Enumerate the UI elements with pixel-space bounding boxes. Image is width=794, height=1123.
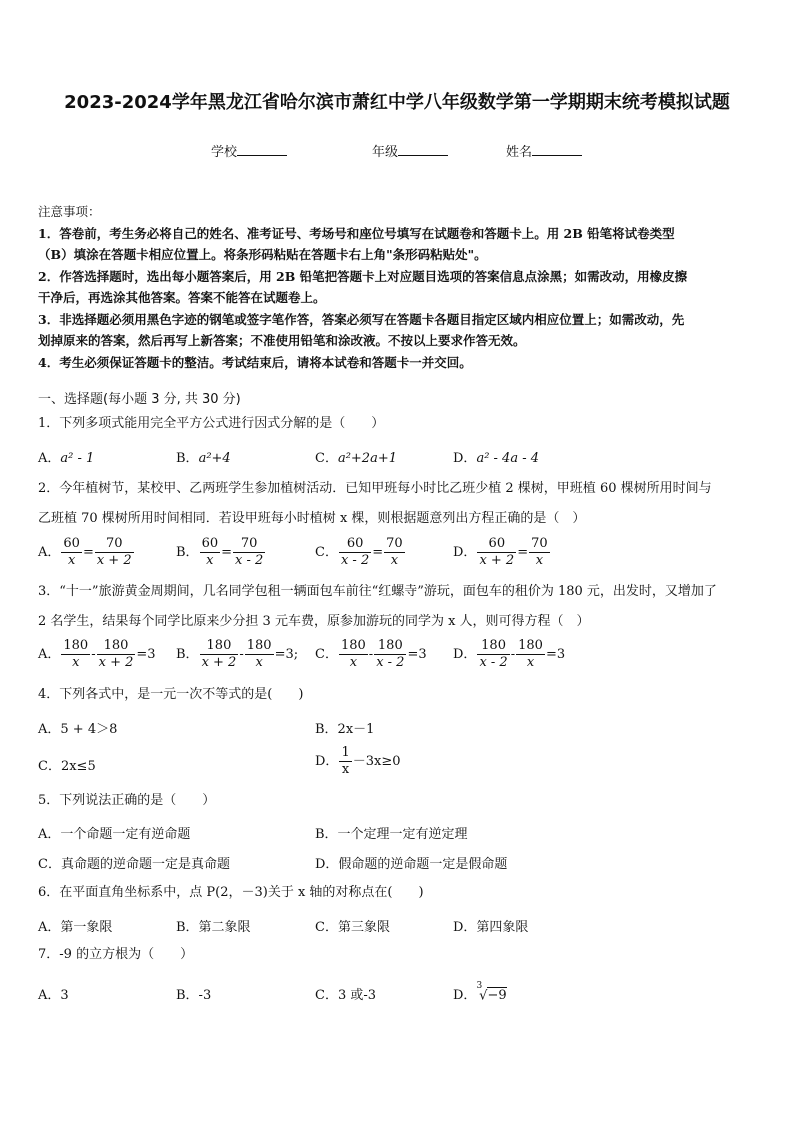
notes-line: 划掉原来的答案，然后再写上新答案；不准使用铅笔和涂改液。不按以上要求作答无效。 <box>38 333 526 348</box>
fraction <box>61 536 82 569</box>
q7-option-d <box>453 980 507 1003</box>
q4-option-a: A．5 + 4＞8 <box>38 722 118 737</box>
name-label: 姓名 <box>506 145 533 160</box>
q4-d-label: D． <box>315 754 339 769</box>
q2-d-label: D． <box>453 545 477 560</box>
equals: = <box>372 545 384 560</box>
numerator: 180 <box>518 638 543 653</box>
question-2-line-1: 2．今年植树节，某校甲、乙两班学生参加植树活动．已知甲班每小时比乙班少植 2 棵树，甲班植 60 棵树所用时间与 <box>38 481 712 496</box>
q1-option-a <box>38 447 94 466</box>
q7-d-label: D． <box>453 988 477 1003</box>
page-title: 2023-2024学年黑龙江省哈尔滨市萧红中学八年级数学第一学期期末统考模拟试题 <box>64 92 730 113</box>
fraction <box>339 745 351 778</box>
name-blank <box>532 142 582 156</box>
denominator: x <box>67 553 76 568</box>
fraction <box>516 638 545 671</box>
fraction <box>200 536 221 569</box>
question-3-line-1: 3．“十一”旅游黄金周期间，几名同学包租一辆面包车前往“红螺寺”游玩，面包车的租价为 180 元，出发时，又增加了 <box>38 584 717 599</box>
question-3-line-2: 2 名学生，结果每个同学比原来少分担 3 元车费，原参加游玩的同学为 x 人，则可得方程（ ） <box>38 614 590 629</box>
numerator: 180 <box>63 638 89 653</box>
numerator: 70 <box>95 536 134 553</box>
fraction <box>61 638 90 671</box>
radical-sign-icon: √ <box>479 988 488 1003</box>
notes-heading: 注意事项： <box>38 204 101 219</box>
q1-b-label: B． <box>176 451 199 466</box>
notes-line: 干净后，再选涂其他答案。答案不能答在试题卷上。 <box>38 290 326 305</box>
denominator: x <box>341 762 350 777</box>
grade-field <box>372 141 448 160</box>
numerator: 70 <box>386 536 403 551</box>
q3-option-c <box>315 638 427 671</box>
equals-three: =3; <box>274 647 299 662</box>
q3-a-label: A． <box>38 647 61 662</box>
fraction <box>95 536 134 569</box>
q7-option-a: A．3 <box>38 988 69 1003</box>
q5-option-d: D．假命题的逆命题一定是假命题 <box>315 857 508 872</box>
minus: - <box>239 647 244 662</box>
question-1-stem: 1．下列多项式能用完全平方公式进行因式分解的是（ ） <box>38 416 385 431</box>
denominator: x <box>390 553 399 568</box>
equals-three: =3 <box>545 647 566 662</box>
equals-three: =3 <box>136 647 156 662</box>
fraction <box>97 638 136 671</box>
fraction <box>339 638 368 671</box>
q3-option-b <box>176 638 298 671</box>
denominator: x + 2 <box>98 655 134 670</box>
denominator: x <box>349 655 358 670</box>
notes-line: 1．答卷前，考生务必将自己的姓名、准考证号、考场号和座位号填写在试题卷和答题卡上。用 2B 铅笔将试卷类型 <box>38 225 675 241</box>
denominator: x <box>255 655 263 670</box>
q3-option-d <box>453 638 565 671</box>
minus: - <box>368 647 374 662</box>
name-field <box>506 141 582 160</box>
fraction <box>245 638 274 671</box>
denominator: x <box>72 655 80 670</box>
q2-option-b <box>176 536 266 569</box>
q1-c-text: a²+2a+1 <box>337 451 397 466</box>
q1-option-d <box>453 447 539 466</box>
q6-option-a: A．第一象限 <box>38 920 113 935</box>
cube-root <box>476 980 507 1003</box>
numerator: 180 <box>246 638 272 653</box>
equals-three: =3 <box>407 647 427 662</box>
fraction <box>477 638 509 671</box>
q4-option-b: B．2x－1 <box>315 722 375 737</box>
q4-option-d <box>315 745 401 778</box>
q5-option-b: B．一个定理一定有逆定理 <box>315 827 468 842</box>
numerator: 180 <box>200 638 239 655</box>
denominator: x + 2 <box>201 655 237 670</box>
denominator: x <box>535 553 544 568</box>
q7-option-c: C．3 或-3 <box>315 988 377 1003</box>
q5-option-c: C．真命题的逆命题一定是真命题 <box>38 857 230 872</box>
numerator: 180 <box>374 638 406 655</box>
fraction <box>477 536 516 569</box>
q1-d-label: D． <box>453 451 477 466</box>
fraction <box>200 638 239 671</box>
question-5-stem: 5．下列说法正确的是（ ） <box>38 793 216 808</box>
numerator: 70 <box>233 536 265 553</box>
q2-option-a <box>38 536 135 569</box>
question-6-stem: 6．在平面直角坐标系中，点 P(2，－3)关于 x 轴的对称点在( ) <box>38 885 424 900</box>
radicand: −9 <box>487 988 507 1003</box>
q6-option-b: B．第二象限 <box>176 920 251 935</box>
denominator: x - 2 <box>235 553 264 568</box>
q3-b-label: B． <box>176 647 199 662</box>
fraction <box>529 536 550 569</box>
notes-line: 4．考生必须保证答题卡的整洁。考试结束后，请将本试卷和答题卡一并交回。 <box>38 354 472 370</box>
numerator: 180 <box>97 638 136 655</box>
numerator: 60 <box>201 536 219 551</box>
numerator: 60 <box>63 536 80 551</box>
notes-block <box>38 201 760 373</box>
q7-option-b: B．-3 <box>176 988 212 1003</box>
notes-line: 2．作答选择题时，选出每小题答案后，用 2B 铅笔把答题卡上对应题目选项的答案信息点涂黑；如需改动，用橡皮擦 <box>38 268 688 284</box>
q2-option-c <box>315 536 406 569</box>
q1-a-text: a² - 1 <box>60 451 95 466</box>
equals: = <box>517 545 529 560</box>
q1-b-text: a²+4 <box>198 451 231 466</box>
denominator: x + 2 <box>96 553 132 568</box>
fraction <box>384 536 405 569</box>
fraction <box>233 536 265 569</box>
numerator: 60 <box>339 536 371 553</box>
q1-d-text: a² - 4a - 4 <box>476 451 540 466</box>
denominator: x <box>526 655 535 670</box>
question-7-stem: 7．-9 的立方根为（ ） <box>38 947 194 962</box>
numerator: 1 <box>341 745 350 760</box>
grade-blank <box>398 142 448 156</box>
grade-label: 年级 <box>372 145 399 160</box>
q6-option-c: C．第三象限 <box>315 920 390 935</box>
q3-d-label: D． <box>453 647 477 662</box>
q1-option-c <box>315 447 397 466</box>
fraction <box>339 536 371 569</box>
notes-line: 3．非选择题必须用黑色字迹的钢笔或签字笔作答，答案必须写在答题卡各题目指定区域内相应位置上；如需改动，先 <box>38 311 685 327</box>
q2-b-label: B． <box>176 545 199 560</box>
q4-d-text: －3x≥0 <box>352 754 401 769</box>
minus: - <box>91 647 96 662</box>
minus: - <box>510 647 516 662</box>
denominator: x - 2 <box>340 553 370 568</box>
school-field <box>211 141 287 160</box>
school-blank <box>237 142 287 156</box>
q5-option-a: A．一个命题一定有逆命题 <box>38 827 191 842</box>
denominator: x - 2 <box>479 655 508 670</box>
equals: = <box>82 545 94 560</box>
q1-a-label: A． <box>38 451 61 466</box>
denominator: x - 2 <box>376 655 405 670</box>
question-4-stem: 4．下列各式中，是一元一次不等式的是( ) <box>38 687 304 702</box>
denominator: x <box>206 553 214 568</box>
denominator: x + 2 <box>479 553 515 568</box>
numerator: 180 <box>340 638 366 653</box>
section-heading: 一、选择题(每小题 3 分, 共 30 分) <box>38 392 241 407</box>
q1-option-b <box>176 447 231 466</box>
fraction <box>374 638 406 671</box>
q2-c-label: C． <box>315 545 338 560</box>
q4-option-c: C．2x≤5 <box>38 759 96 774</box>
q3-c-label: C． <box>315 647 338 662</box>
q1-c-label: C． <box>315 451 338 466</box>
q2-option-d <box>453 536 551 569</box>
q2-a-label: A． <box>38 545 61 560</box>
root-index: 3 <box>476 980 483 991</box>
school-label: 学校 <box>211 145 238 160</box>
equals: = <box>221 545 233 560</box>
q6-option-d: D．第四象限 <box>453 920 529 935</box>
notes-line: （B）填涂在答题卡相应位置上。将条形码粘贴在答题卡右上角"条形码粘贴处"。 <box>38 247 487 262</box>
numerator: 180 <box>477 638 509 655</box>
q3-option-a <box>38 638 156 671</box>
numerator: 60 <box>477 536 516 553</box>
question-2-line-2: 乙班植 70 棵树所用时间相同．若设甲班每小时植树 x 棵，则根据题意列出方程正确的是（ ） <box>38 511 586 526</box>
numerator: 70 <box>531 536 548 551</box>
